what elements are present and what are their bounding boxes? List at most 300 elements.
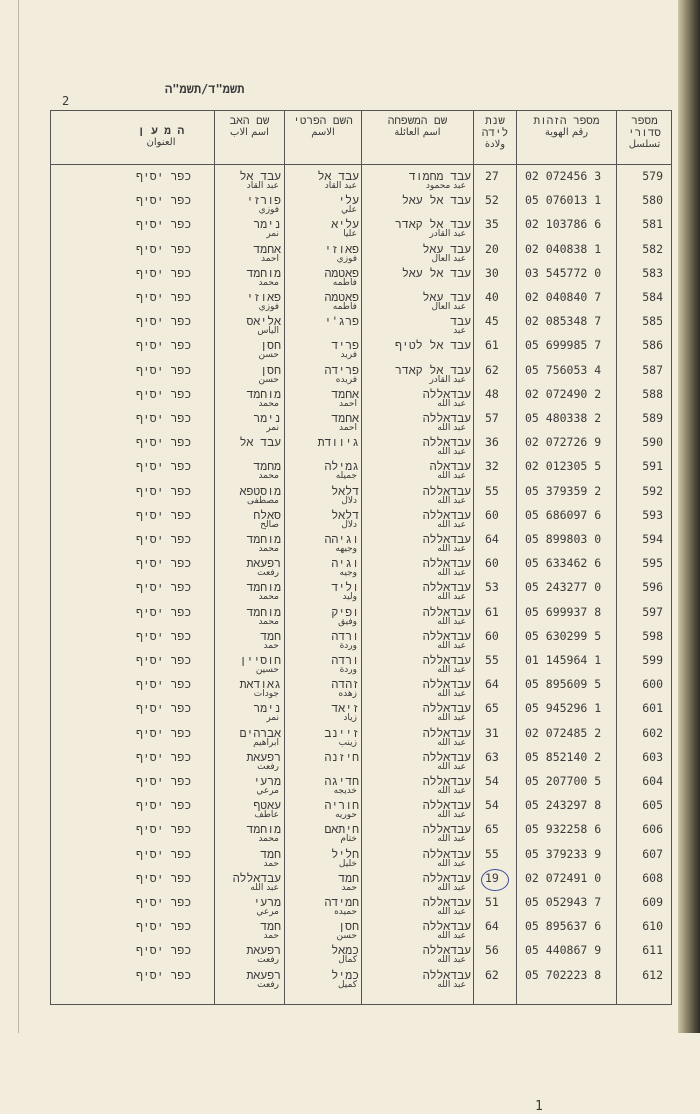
serial-number: 601 [642,701,663,716]
birth-year: 27 [485,169,499,183]
family-name-hebrew: עבד עאל [422,241,471,256]
father-name-arabic: نمر [266,229,279,240]
family-name-hebrew: עבדאללה [422,749,471,764]
address: כפר יסיף [136,798,192,813]
father-name-hebrew: מוחמד [246,604,281,619]
table-row [51,287,671,311]
family-name-arabic: عبد الله [437,568,466,579]
address: כפר יסיף [136,895,192,909]
first-name-hebrew: וגיה [331,556,359,571]
family-name-arabic: عبد الله [437,495,466,506]
family-name-hebrew: עבדאללה [422,435,471,450]
family-name-hebrew: עבד אל עאל [401,193,471,208]
first-name-arabic: وفيق [338,616,357,627]
table-row [51,360,671,384]
family-name-arabic: عبد الله [437,834,466,845]
first-name-hebrew: זיינב [324,725,359,740]
first-name-arabic: حمد [341,882,357,893]
family-name-hebrew: עבדאללה [422,846,471,861]
serial-number: 582 [642,241,663,256]
address: כפר יסיף [136,725,192,740]
family-name-hebrew: עבדאללה [422,774,471,788]
family-name-arabic: عبد الله [437,858,466,869]
first-name-hebrew: זהדה [331,677,359,692]
first-name-hebrew: פאטמה [324,290,359,304]
first-name-arabic: فاطمه [332,302,357,312]
father-name-hebrew: רפעאת [246,749,281,764]
birth-year: 40 [485,290,499,304]
first-name-hebrew: דלאל [331,507,359,522]
first-name-hebrew: אחמד [331,386,359,401]
serial-number: 592 [642,483,663,498]
id-number: 02 103786 6 [525,217,602,232]
id-number: 02 085348 7 [525,314,602,329]
address: כפר יסיף [136,628,192,643]
birth-year: 31 [485,725,499,740]
family-name-arabic: عبد الله [437,592,466,603]
table-row [51,577,671,601]
first-name-arabic: كمال [338,955,357,966]
birth-year: 64 [485,677,499,692]
first-name-arabic: زهده [338,689,357,700]
first-name-hebrew: חוריה [324,798,359,813]
first-name-hebrew: כמאל [331,943,359,958]
header-address: ה מ ע ן العنوان [137,124,185,148]
father-name-arabic: فوزي [258,302,279,312]
father-name-hebrew: מרעי [253,774,281,788]
id-number: 05 895637 6 [525,919,602,934]
serial-number: 598 [642,628,663,643]
table-row [51,723,671,747]
first-name-hebrew: דלאל [331,483,359,498]
register-table [50,110,672,1114]
binder-page-edge [678,0,700,1033]
birth-year: 35 [485,217,499,232]
first-name-hebrew: חליל [331,846,359,861]
birth-year: 61 [485,604,499,619]
first-name-hebrew: אחמד [331,411,359,425]
table-row [51,965,671,989]
serial-number: 602 [642,725,663,740]
table-row [51,626,671,650]
father-name-hebrew: רפעאת [246,967,281,982]
id-number: 05 379233 9 [525,846,602,861]
address: כפר יסיף [136,483,192,498]
header-family-name: שם המשפחה اسم العائلة [387,114,448,138]
first-name-arabic: حسن [336,931,357,942]
serial-number: 604 [642,774,663,788]
first-name-arabic: وجيه [339,568,357,579]
id-number: 05 440867 9 [525,943,602,958]
family-name-arabic: عبد الله [437,810,466,821]
birth-year: 54 [485,798,499,813]
birth-year: 48 [485,386,499,401]
first-name-hebrew: ורדה [331,628,359,643]
father-name-hebrew: נימר [253,701,281,716]
table-row [51,553,671,577]
father-name-hebrew: נימר [253,411,281,425]
first-name-hebrew: פרידה [324,362,359,377]
table-row [51,795,671,819]
first-name-arabic: وجيهه [335,544,357,554]
address: כפר יסיף [136,411,192,425]
serial-number: 585 [642,314,663,329]
father-name-arabic: ابراهيم [253,737,279,748]
family-name-arabic: عبد الله [437,640,466,651]
table-row [51,819,671,843]
first-name-hebrew: גיוודת [317,435,359,450]
family-name-hebrew: עבדאללה [422,677,471,692]
first-name-arabic: احمد [339,423,357,433]
family-name-arabic: عبد محمود [425,181,466,191]
first-name-arabic: علي [341,205,357,216]
birth-year: 65 [485,701,499,716]
birth-year: 52 [485,193,499,208]
family-name-hebrew: עבדאללה [422,967,471,982]
father-name-hebrew: מחמד [253,459,281,474]
first-name-hebrew: חמד [338,870,359,885]
first-name-arabic: دلال [341,495,357,506]
family-name-hebrew: עבד אל קאדר [395,362,471,377]
handwritten-mark: 1 [535,1099,543,1114]
table-row [51,408,671,432]
page-number: 2 [62,94,70,108]
first-name-arabic: زياد [343,713,357,724]
serial-number: 606 [642,822,663,837]
birth-year: 62 [485,967,499,982]
family-name-hebrew: עבדאללה [422,604,471,619]
id-number: 05 076013 1 [525,193,602,208]
father-name-arabic: حسن [258,350,279,361]
first-name-arabic: عليا [343,229,357,240]
birth-year [485,871,499,885]
table-row [51,384,671,408]
family-name-hebrew: עבדאללה [422,798,471,813]
father-name-arabic: حمد [263,858,279,869]
birth-year: 54 [485,774,499,788]
family-name-hebrew: עבדאלה [429,459,471,474]
birth-year: 53 [485,580,499,595]
birth-year: 62 [485,362,499,377]
father-name-arabic: رفعت [257,761,279,772]
first-name-hebrew: וליד [331,580,359,595]
first-name-hebrew: פאטמה [324,265,359,280]
id-number: 05 852140 2 [525,749,602,764]
family-name-hebrew: עבדאללה [422,943,471,958]
first-name-arabic: دلال [341,519,357,530]
address: כפר יסיף [136,265,192,280]
father-name-arabic: الياس [257,326,279,337]
table-row [51,456,671,480]
id-number: 02 072491 0 [525,870,602,885]
first-name-hebrew: חיתאם [324,822,359,837]
family-name-hebrew: עבד אל עאל [401,265,471,280]
father-name-arabic: محمد [258,277,279,288]
family-name-arabic: عبد الله [437,737,466,748]
father-name-arabic: رفعت [257,979,279,990]
father-name-hebrew: חמד [260,846,281,861]
address: כפר יסיף [136,193,192,208]
father-name-arabic: عاطف [254,810,279,821]
family-name-arabic: عبد الله [437,786,466,796]
table-row [51,868,671,892]
serial-number: 586 [642,338,663,353]
first-name-hebrew: ורדה [331,653,359,667]
table-row [51,698,671,722]
father-name-arabic: محمد [258,616,279,627]
first-name-hebrew: חדיגה [324,774,359,788]
birth-year: 60 [485,556,499,571]
header-first-name: השם הפרטי الاسم [293,114,353,138]
birth-year: 61 [485,338,499,353]
family-name-arabic: عبد الله [437,471,466,482]
id-number: 05 630299 5 [525,628,602,643]
header-serial: מספר סדורי تسلسل [627,114,661,150]
first-name-hebrew: פאוזי [324,241,359,256]
birth-year: 55 [485,653,499,667]
family-name-hebrew: עבדאללה [422,822,471,837]
family-name-arabic: عبد الله [437,931,466,942]
id-number: 05 480338 2 [525,411,602,425]
serial-number: 605 [642,798,663,813]
family-name-arabic: عبد العال [431,302,466,312]
first-name-hebrew: חסן [338,919,359,934]
father-name-arabic: محمد [258,398,279,409]
id-number: 05 945296 1 [525,701,602,716]
first-name-hebrew: ופיק [331,604,359,619]
address: כפר יסיף [136,943,192,958]
address: כפר יסיף [136,435,192,450]
table-row [51,505,671,529]
family-name-hebrew: עבדאללה [422,895,471,909]
first-name-arabic: خليل [338,858,357,869]
serial-number: 593 [642,507,663,522]
family-name-hebrew: עבדאללה [422,701,471,716]
address: כפר יסיף [136,822,192,837]
father-name-arabic: حمد [263,931,279,942]
address: כפר יסיף [136,774,192,788]
table-row [51,263,671,287]
id-number: 01 145964 1 [525,653,602,667]
id-number: 05 699985 7 [525,338,602,353]
family-name-arabic: عبد الله [437,907,466,917]
father-name-arabic: حمد [263,640,279,651]
serial-number: 596 [642,580,663,595]
father-name-hebrew: רפעאת [246,556,281,571]
id-number: 05 633462 6 [525,556,602,571]
address: כפר יסיף [136,386,192,401]
id-number: 02 072726 9 [525,435,602,450]
father-name-arabic: رفعت [257,568,279,579]
id-number: 02 040840 7 [525,290,602,304]
address: כפר יסיף [136,241,192,256]
father-name-hebrew: נימר [253,217,281,232]
father-name-arabic: محمد [258,834,279,845]
table-row [51,892,671,916]
serial-number: 590 [642,435,663,450]
father-name-hebrew: עבדאללה [232,870,281,885]
family-name-hebrew: עבדאללה [422,556,471,571]
birth-year: 56 [485,943,499,958]
address: כפר יסיף [136,362,192,377]
table-row [51,650,671,674]
family-name-hebrew: עבדאללה [422,725,471,740]
serial-number: 587 [642,362,663,377]
father-name-arabic: احمد [261,253,279,264]
id-number: 05 052943 7 [525,895,602,909]
address: כפר יסיף [136,846,192,861]
serial-number: 583 [642,265,663,280]
id-number: 05 756053 4 [525,362,602,377]
id-number: 02 072490 2 [525,386,602,401]
header-birth-year: שנת לידה ولادة [481,114,509,150]
father-name-arabic: نمر [266,423,279,433]
id-number: 03 545772 0 [525,265,602,280]
address: כפר יסיף [136,507,192,522]
family-name-arabic: عبد الله [437,979,466,990]
father-name-arabic: مصطفى [246,495,279,506]
family-name-hebrew: עבדאללה [422,653,471,667]
id-number: 05 932258 6 [525,822,602,837]
address: כפר יסיף [136,701,192,716]
address: כפר יסיף [136,919,192,934]
first-name-hebrew: עלי [338,193,359,208]
family-name-hebrew: עבדאללה [422,628,471,643]
family-name-arabic: عبد القادر [429,374,466,385]
table-row [51,190,671,214]
family-name-hebrew: עבדאללה [422,507,471,522]
father-name-arabic: عبد الله [250,882,279,893]
table-row [51,602,671,626]
serial-number: 591 [642,459,663,474]
table-row [51,747,671,771]
father-name-hebrew: מרעי [253,895,281,909]
page-margin-line [18,0,19,1033]
father-name-arabic: مرعي [256,786,279,796]
father-name-hebrew: אברהים [239,725,281,740]
table-row [51,214,671,238]
first-name-arabic: خديجه [333,786,357,796]
table-row [51,481,671,505]
family-name-arabic: عبد العال [431,253,466,264]
serial-number: 581 [642,217,663,232]
serial-number: 588 [642,386,663,401]
family-name-hebrew: עבד [450,314,471,329]
birth-year: 55 [485,846,499,861]
table-row [51,771,671,795]
id-number: 05 686097 6 [525,507,602,522]
father-name-arabic: حسين [255,665,279,675]
table-row [51,844,671,868]
father-name-arabic: صالح [260,519,279,530]
table-row [51,432,671,456]
family-name-arabic: عبد الله [437,616,466,627]
first-name-arabic: وردة [339,665,357,675]
serial-number: 607 [642,846,663,861]
father-name-hebrew: חסן [260,362,281,377]
address: כפר יסיף [136,338,192,353]
family-name-arabic: عبد الله [437,689,466,700]
serial-number: 594 [642,532,663,546]
first-name-hebrew: חיזנה [324,749,359,764]
table-row [51,311,671,335]
table-row [51,335,671,359]
family-name-hebrew: עבד אל לטיף [395,338,471,353]
address: כפר יסיף [136,749,192,764]
family-name-hebrew: עבד אל קאדר [395,217,471,232]
family-name-arabic: عبد الله [437,447,466,458]
father-name-arabic: عبد القاد [246,181,279,191]
serial-number: 599 [642,653,663,667]
first-name-arabic: فاطمه [332,277,357,288]
birth-year: 64 [485,919,499,934]
first-name-arabic: فريده [335,374,357,385]
family-name-arabic: عبد الله [437,713,466,724]
table-row [51,674,671,698]
father-name-arabic: حسن [258,374,279,385]
serial-number: 603 [642,749,663,764]
address: כפר יסיף [136,604,192,619]
family-name-hebrew: עבד עאל [422,290,471,304]
father-name-arabic: فوزي [258,205,279,216]
father-name-hebrew: פאוזי [246,290,281,304]
family-name-hebrew: עבדאללה [422,580,471,595]
first-name-arabic: احمد [339,398,357,409]
father-name-arabic: جودات [253,689,279,700]
first-name-hebrew: עליא [331,217,359,232]
family-name-arabic: عبد الله [437,761,466,772]
father-name-hebrew: אחמד [253,241,281,256]
first-name-arabic: حوريه [335,810,357,821]
father-name-hebrew: עבד אל [239,435,281,450]
first-name-arabic: ختام [340,834,357,845]
id-number: 02 072485 2 [525,725,602,740]
family-name-arabic: عبد الله [437,665,466,675]
father-name-hebrew: מוחמד [246,386,281,401]
serial-number: 595 [642,556,663,571]
birth-year: 60 [485,628,499,643]
father-name-hebrew: גאודאת [239,677,281,692]
birth-year: 60 [485,507,499,522]
father-name-hebrew: אליאס [246,314,281,329]
birth-year: 64 [485,532,499,546]
father-name-hebrew: חמד [260,919,281,934]
first-name-arabic: فوزي [336,253,357,264]
family-name-hebrew: עבדאללה [422,919,471,934]
id-number: 02 012305 5 [525,459,602,474]
first-name-arabic: عبد القاد [324,181,357,191]
birth-year: 30 [485,265,499,280]
serial-number: 584 [642,290,663,304]
first-name-hebrew: זיאד [331,701,359,716]
family-name-arabic: عبد القادر [429,229,466,240]
id-number: 02 040838 1 [525,241,602,256]
first-name-hebrew: גמילה [324,459,359,474]
table-row [51,166,671,190]
handwritten-circle [481,869,509,891]
family-name-hebrew: עבדאללה [422,483,471,498]
family-name-arabic: عبد الله [437,519,466,530]
birth-year: 65 [485,822,499,837]
father-name-hebrew: פורזי [246,193,281,208]
family-name-arabic: عبد الله [437,398,466,409]
address: כפר יסיף [136,532,192,546]
first-name-arabic: وردة [339,640,357,651]
father-name-hebrew: חמד [260,628,281,643]
father-name-hebrew: סאלח [253,507,281,522]
family-name-hebrew: עבדאללה [422,411,471,425]
address: כפר יסיף [136,870,192,885]
